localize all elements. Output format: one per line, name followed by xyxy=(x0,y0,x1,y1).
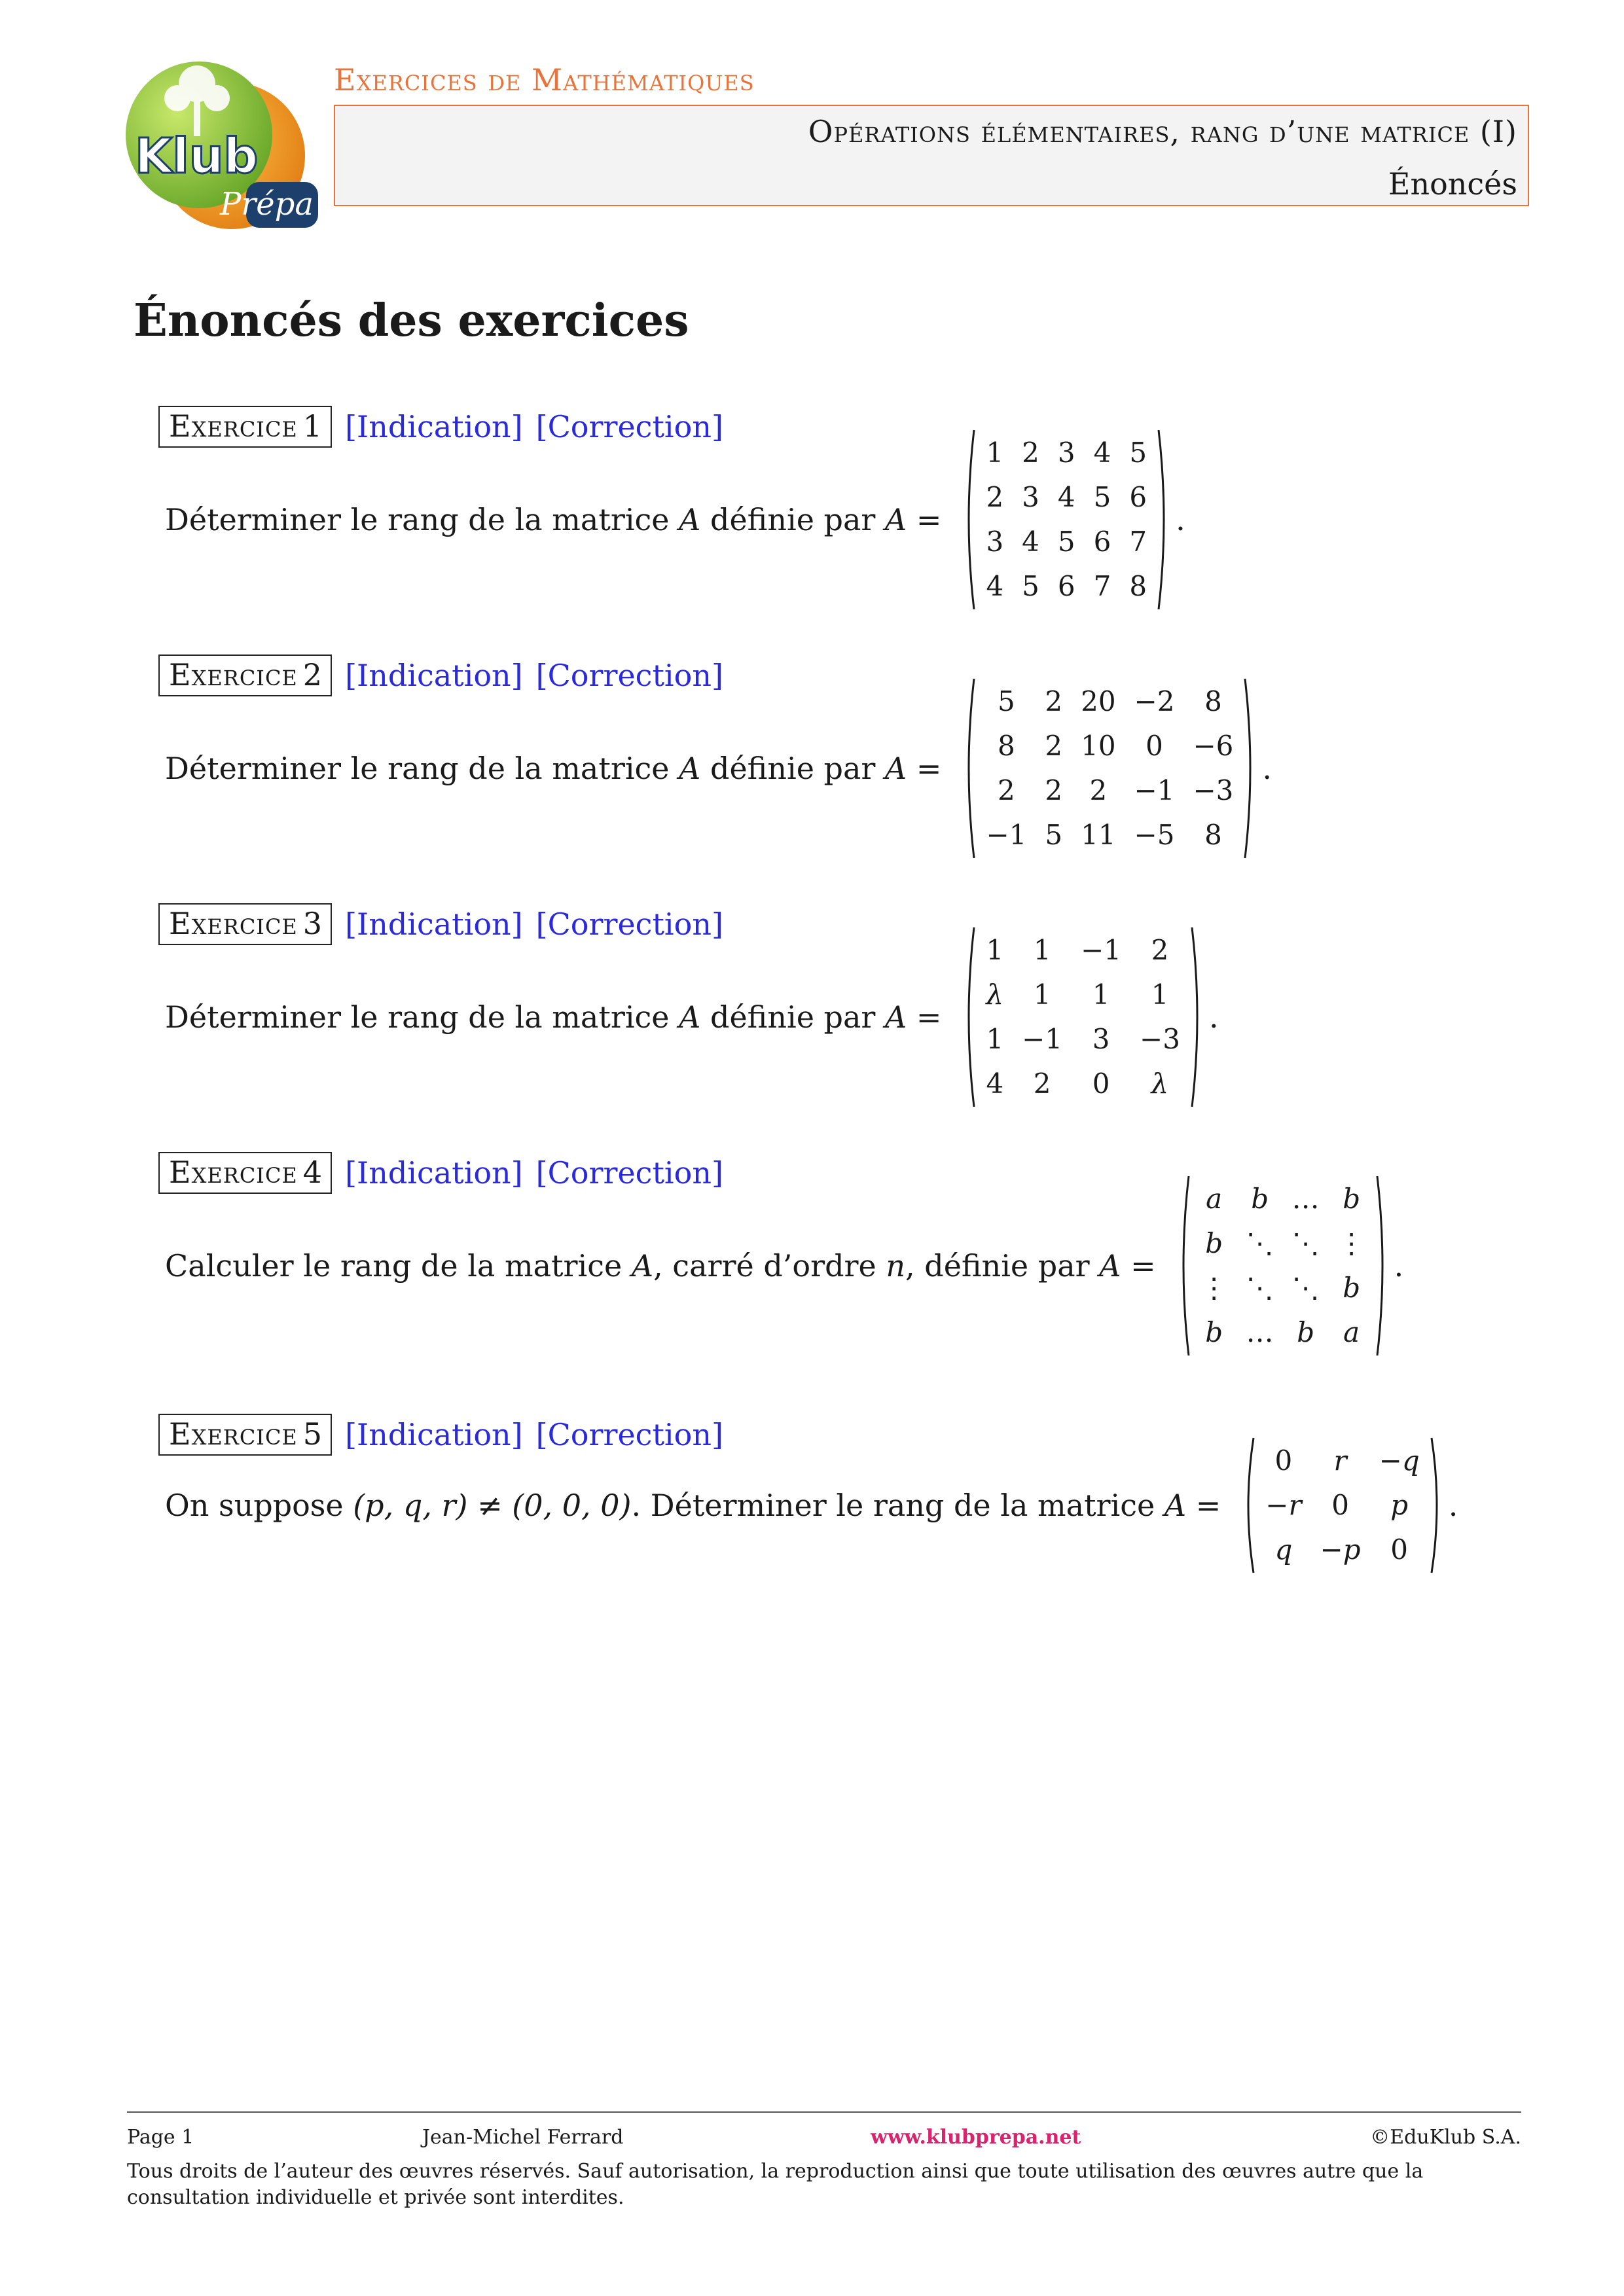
matrix-row xyxy=(977,520,1156,564)
klubprepa-logo xyxy=(115,58,318,229)
matrix-row xyxy=(977,1017,1189,1062)
matrix-cell: −1 xyxy=(1081,934,1122,966)
exercise-label: Exercice 5 xyxy=(158,1414,332,1456)
matrix-row xyxy=(977,724,1242,768)
matrix-cell: 2 xyxy=(1045,730,1063,762)
footer-notice: Tous droits de l’auteur des œuvres réservés. Sauf autorisation, la reproduction ainsi que toute utilisation des œuvres autre que la consultation individuelle et privée sont interdites. xyxy=(127,2160,1424,2209)
exercise-label: Exercice 2 xyxy=(158,655,332,696)
right-parenthesis xyxy=(1156,429,1170,611)
matrix-cell: 3 xyxy=(986,526,1004,558)
matrix-cell: 2 xyxy=(1151,934,1169,966)
exercise-label: Exercice 1 xyxy=(158,406,332,448)
footer-url[interactable]: www.klubprepa.net xyxy=(871,2126,1081,2149)
right-parenthesis xyxy=(1429,1437,1443,1574)
matrix-cell: 1 xyxy=(1033,934,1051,966)
matrix-cell: b xyxy=(1205,1316,1223,1348)
matrix-cell: b xyxy=(1205,1227,1223,1259)
matrix-cell: −p xyxy=(1320,1534,1361,1566)
indication-link-5[interactable]: [Indication] xyxy=(345,1417,523,1452)
matrix-cell: 3 xyxy=(1092,1023,1110,1055)
matrix-row xyxy=(977,768,1242,813)
matrix-cell: 4 xyxy=(1093,437,1111,469)
exercise-2-statement: Déterminer le rang de la matrice A définie par A = 5 2 20 −2 8 8 2 10 0 −6 2 2 2 −1 −3 −1 5 11 −5 8 . xyxy=(165,677,1272,859)
matrix-cell: r xyxy=(1333,1444,1347,1477)
matrix-cell: 2 xyxy=(1045,685,1063,717)
matrix-cell: ⋱ xyxy=(1291,1272,1320,1304)
exercise-label: Exercice 3 xyxy=(158,903,332,945)
matrix-cell: −6 xyxy=(1193,730,1234,762)
right-parenthesis xyxy=(1189,926,1204,1108)
matrix-cell: ⋱ xyxy=(1246,1227,1274,1259)
matrix-cell: 7 xyxy=(1129,526,1147,558)
matrix-cell: 8 xyxy=(1204,685,1222,717)
matrix-cell: 1 xyxy=(1092,978,1110,1011)
section-subtitle: Énoncés xyxy=(1388,166,1517,202)
matrix-cell: 1 xyxy=(986,1023,1004,1055)
footer-author: Jean-Michel Ferrard xyxy=(422,2126,624,2149)
matrix-cell: 2 xyxy=(986,481,1004,513)
matrix-cell: −q xyxy=(1379,1444,1420,1477)
matrix-row xyxy=(977,1062,1189,1106)
matrix-row xyxy=(977,679,1242,724)
matrix-cell: 0 xyxy=(1092,1067,1110,1100)
matrix-cell: 0 xyxy=(1390,1534,1409,1566)
matrix-cell: 1 xyxy=(1151,978,1169,1011)
matrix-cell: 2 xyxy=(1022,437,1039,469)
matrix-row xyxy=(977,973,1189,1017)
footer-rule xyxy=(127,2111,1521,2113)
exercise-1-statement: Déterminer le rang de la matrice A définie par A = 1 2 3 4 5 2 3 4 5 6 3 4 5 6 7 4 5 6 7 8 . xyxy=(165,429,1185,611)
matrix-row xyxy=(1191,1177,1375,1221)
header-box xyxy=(334,105,1529,206)
matrix-cell: 6 xyxy=(1093,526,1111,558)
series-title: Exercices de Mathématiques xyxy=(334,62,755,98)
matrix-cell: −r xyxy=(1265,1489,1302,1521)
matrix-cell: ⋮ xyxy=(1200,1272,1228,1304)
matrix-cell: 4 xyxy=(1057,481,1075,513)
right-parenthesis xyxy=(1375,1175,1389,1357)
left-parenthesis xyxy=(1242,1437,1256,1574)
correction-link-5[interactable]: [Correction] xyxy=(535,1417,723,1452)
correction-link-4[interactable]: [Correction] xyxy=(535,1155,723,1191)
chapter-title: Opérations élémentaires, rang d’une matrice (I) xyxy=(808,114,1517,149)
matrix-cell: ⋮ xyxy=(1337,1227,1365,1259)
matrix-cell: 10 xyxy=(1081,730,1116,762)
matrix-cell: 6 xyxy=(1129,481,1147,513)
matrix-cell: 0 xyxy=(1331,1489,1349,1521)
matrix-table xyxy=(1256,1439,1428,1572)
matrix-cell: 4 xyxy=(1022,526,1039,558)
matrix-cell: λ xyxy=(986,978,1004,1011)
matrix-cell: b xyxy=(1343,1272,1361,1304)
matrix-cell: 5 xyxy=(1045,819,1063,851)
matrix-cell: 8 xyxy=(1129,570,1147,602)
exercise-5-statement: On suppose (p, q, r) ≠ (0, 0, 0) . Déterminer le rang de la matrice A = 0 r −q −r 0 p q −p 0 . xyxy=(165,1437,1458,1574)
left-parenthesis xyxy=(962,677,977,859)
matrix-cell: q xyxy=(1274,1534,1293,1566)
matrix-cell: 0 xyxy=(1274,1444,1293,1477)
correction-link-1[interactable]: [Correction] xyxy=(535,409,723,444)
matrix-cell: a xyxy=(1343,1316,1360,1348)
left-parenthesis xyxy=(1177,1175,1191,1357)
matrix-row xyxy=(977,813,1242,857)
matrix-row xyxy=(1191,1221,1375,1266)
matrix-cell: −1 xyxy=(1134,774,1175,806)
matrix-cell: 5 xyxy=(1093,481,1111,513)
matrix-cell: 6 xyxy=(1057,570,1075,602)
matrix-cell: 1 xyxy=(986,934,1004,966)
matrix-cell: 4 xyxy=(986,570,1004,602)
matrix-cell: −2 xyxy=(1134,685,1175,717)
matrix-row xyxy=(977,475,1156,520)
exercise-3-statement: Déterminer le rang de la matrice A définie par A = 1 1 −1 2 λ 1 1 1 1 −1 3 −3 4 2 0 λ . xyxy=(165,926,1219,1108)
matrix-cell: −5 xyxy=(1134,819,1175,851)
matrix-cell: 5 xyxy=(998,685,1015,717)
matrix-4 xyxy=(1177,1175,1389,1357)
matrix-cell: −3 xyxy=(1140,1023,1180,1055)
exercise-4-statement: Calculer le rang de la matrice A , carré d’ordre n , définie par A = a b … b b ⋱ ⋱ ⋮ ⋮ ⋱ ⋱ b b … b a . xyxy=(165,1175,1403,1357)
matrix-cell: 5 xyxy=(1022,570,1039,602)
matrix-cell: 20 xyxy=(1081,685,1116,717)
left-parenthesis xyxy=(962,926,977,1108)
matrix-cell: 1 xyxy=(1033,978,1051,1011)
logo-text-prepa: Prépa xyxy=(220,186,314,223)
logo-text-klub: Klub xyxy=(135,128,259,185)
matrix-cell: 2 xyxy=(1045,774,1063,806)
matrix-2 xyxy=(962,677,1257,859)
matrix-cell: ⋱ xyxy=(1291,1227,1320,1259)
matrix-cell: 2 xyxy=(998,774,1015,806)
matrix-cell: 2 xyxy=(1089,774,1108,806)
indication-link-1[interactable]: [Indication] xyxy=(345,409,523,444)
matrix-cell: 3 xyxy=(1022,481,1039,513)
right-parenthesis xyxy=(1242,677,1257,859)
matrix-cell: 1 xyxy=(986,437,1004,469)
matrix-cell: 7 xyxy=(1093,570,1111,602)
matrix-cell: 11 xyxy=(1081,819,1116,851)
matrix-cell: 8 xyxy=(998,730,1015,762)
matrix-table xyxy=(977,431,1156,609)
page-title: Énoncés des exercices xyxy=(134,295,689,347)
matrix-cell: b xyxy=(1297,1316,1315,1348)
footer-page: Page 1 xyxy=(127,2126,194,2149)
matrix-cell: b xyxy=(1343,1183,1361,1215)
matrix-row xyxy=(1191,1310,1375,1355)
matrix-cell: ⋱ xyxy=(1246,1272,1274,1304)
matrix-cell: 5 xyxy=(1057,526,1075,558)
correction-link-2[interactable]: [Correction] xyxy=(535,658,723,693)
matrix-cell: λ xyxy=(1151,1067,1169,1100)
matrix-cell: … xyxy=(1291,1183,1320,1215)
matrix-table xyxy=(977,679,1242,857)
matrix-5 xyxy=(1242,1437,1443,1574)
matrix-3 xyxy=(962,926,1204,1108)
matrix-table xyxy=(1191,1177,1375,1355)
matrix-cell: a xyxy=(1206,1183,1223,1215)
matrix-cell: 8 xyxy=(1204,819,1222,851)
matrix-cell: −3 xyxy=(1193,774,1234,806)
condition: (p, q, r) ≠ (0, 0, 0) xyxy=(353,1488,632,1523)
indication-link-2[interactable]: [Indication] xyxy=(345,658,523,693)
matrix-cell: −1 xyxy=(1022,1023,1063,1055)
matrix-cell: −1 xyxy=(986,819,1027,851)
matrix-row xyxy=(1256,1528,1428,1572)
matrix-cell: 0 xyxy=(1146,730,1163,762)
footer-copyright: ©EduKlub S.A. xyxy=(1370,2126,1521,2149)
exercise-label: Exercice 4 xyxy=(158,1152,332,1194)
matrix-row xyxy=(1256,1483,1428,1528)
left-parenthesis xyxy=(962,429,977,611)
matrix-cell: 5 xyxy=(1129,437,1147,469)
matrix-row xyxy=(977,928,1189,973)
matrix-cell: 4 xyxy=(986,1067,1004,1100)
matrix-row xyxy=(1191,1266,1375,1310)
matrix-cell: … xyxy=(1246,1316,1274,1348)
matrix-row xyxy=(1256,1439,1428,1483)
indication-link-4[interactable]: [Indication] xyxy=(345,1155,523,1191)
matrix-cell: p xyxy=(1390,1489,1409,1521)
indication-link-3[interactable]: [Indication] xyxy=(345,906,523,942)
matrix-table xyxy=(977,928,1189,1106)
matrix-row xyxy=(977,431,1156,475)
correction-link-3[interactable]: [Correction] xyxy=(535,906,723,942)
matrix-1 xyxy=(962,429,1170,611)
matrix-row xyxy=(977,564,1156,609)
matrix-cell: 2 xyxy=(1033,1067,1051,1100)
matrix-cell: b xyxy=(1251,1183,1269,1215)
matrix-cell: 3 xyxy=(1057,437,1075,469)
